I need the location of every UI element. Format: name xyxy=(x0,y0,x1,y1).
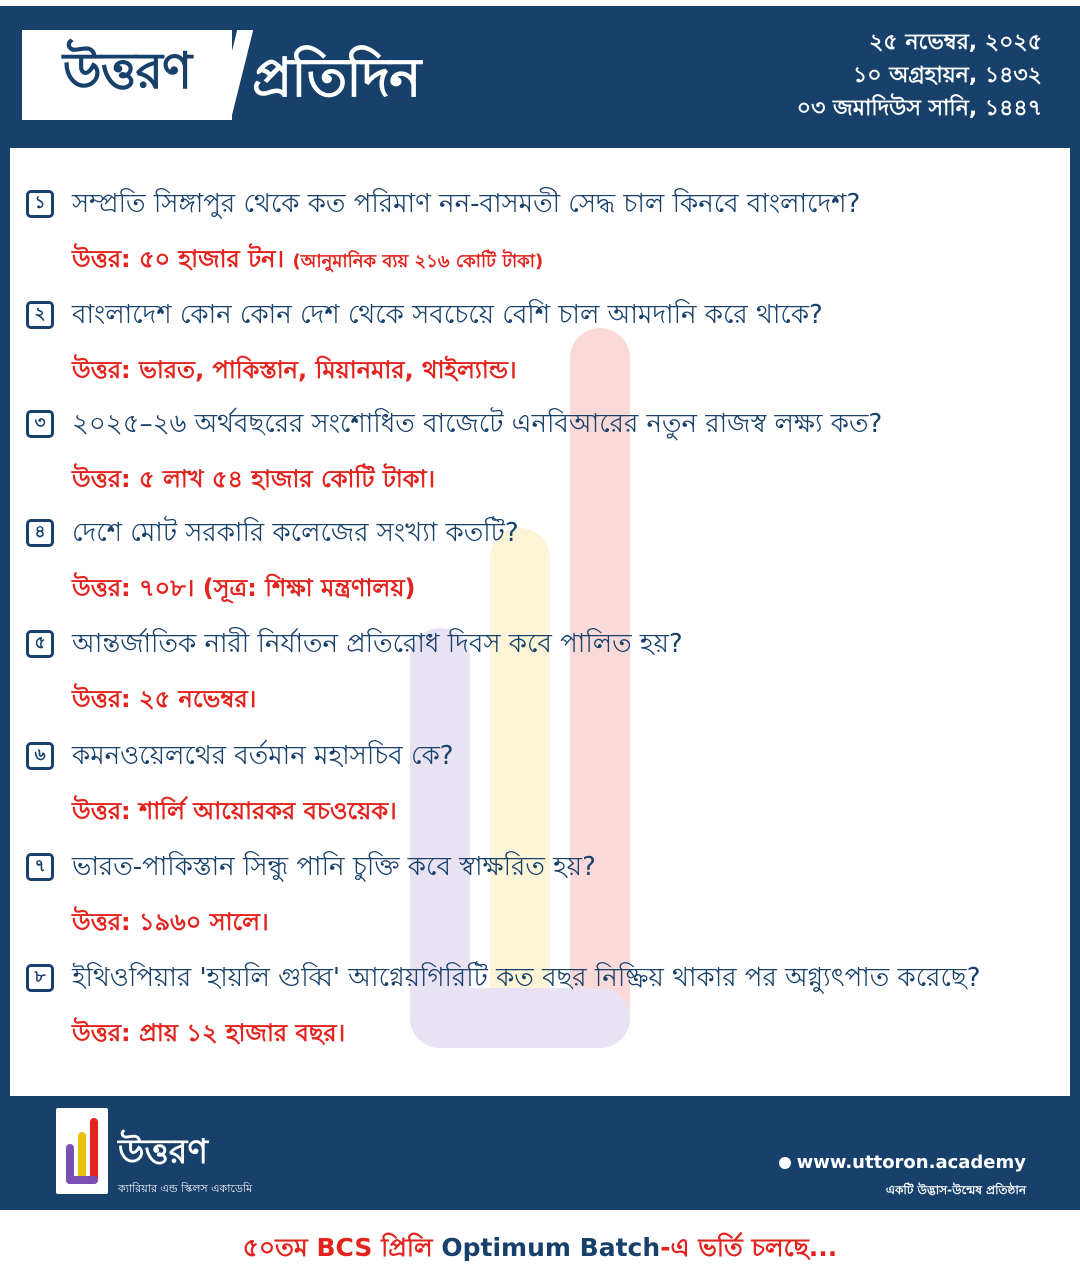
website-link[interactable] xyxy=(779,1152,1026,1173)
date-block xyxy=(797,26,1042,125)
question-text: দেশে মোট সরকারি কলেজের সংখ্যা কতটি? xyxy=(72,518,519,548)
answer-text: উত্তর: ১৯৬০ সালে। xyxy=(72,908,269,936)
promo-part-admission: -এ ভর্তি চলছে... xyxy=(660,1233,838,1262)
brand-logo-box xyxy=(22,30,232,120)
promo-part-batch: Optimum Batch xyxy=(441,1233,661,1262)
footer-brand-name: উত্তরণ xyxy=(118,1132,209,1172)
question-text: আন্তর্জাতিক নারী নির্যাতন প্রতিরোধ দিবস কবে পালিত হয়? xyxy=(72,629,683,659)
uttoron-logo-icon xyxy=(56,1108,108,1194)
question-text: ইথিওপিয়ার 'হায়লি গুব্বি' আগ্নেয়গিরিটি কত বছর নিষ্ক্রিয় থাকার পর অগ্ন্যুৎপাত করেছে? xyxy=(72,963,981,993)
question-text: ২০২৫–২৬ অর্থবছরের সংশোধিত বাজেটে এনবিআরের নতুন রাজস্ব লক্ষ্য কত? xyxy=(72,409,883,439)
answer-text: উত্তর: ভারত, পাকিস্তান, মিয়ানমার, থাইল্যান্ড। xyxy=(72,356,517,384)
question-text: ভারত-পাকিস্তান সিন্ধু পানি চুক্তি কবে স্বাক্ষরিত হয়? xyxy=(72,852,596,882)
promo-text xyxy=(0,1228,1080,1271)
website-url: www.uttoron.academy xyxy=(796,1152,1026,1173)
answer-main: উত্তর: ৫০ হাজার টন। xyxy=(72,245,285,273)
page-title: প্রতিদিন xyxy=(252,46,421,109)
answer-text: উত্তর: ৭০৮। (সূত্র: শিক্ষা মন্ত্রণালয়) xyxy=(72,574,416,602)
question-number: ৫ xyxy=(26,630,54,658)
question-number: ৩ xyxy=(26,410,54,438)
answer-text: উত্তর: ২৫ নভেম্বর। xyxy=(72,685,257,713)
footer xyxy=(0,1096,1080,1210)
date-gregorian: ২৫ নভেম্বর, ২০২৫ xyxy=(869,30,1042,55)
footer-brand-subtitle: ক্যারিয়ার এন্ড স্কিলস একাডেমি xyxy=(118,1182,253,1195)
header xyxy=(0,0,1080,148)
footer-tagline: একটি উদ্ভাস-উন্মেষ প্রতিষ্ঠান xyxy=(885,1183,1026,1197)
question-text: বাংলাদেশ কোন কোন দেশ থেকে সবচেয়ে বেশি চাল আমদানি করে থাকে? xyxy=(72,300,823,330)
answer-text: উত্তর: প্রায় ১২ হাজার বছর। xyxy=(72,1019,346,1047)
date-hijri: ০৩ জমাদিউস সানি, ১৪৪৭ xyxy=(796,96,1042,121)
answer-text: উত্তর: ৫ লাখ ৫৪ হাজার কোটি টাকা। xyxy=(72,465,436,493)
question-number: ৭ xyxy=(26,853,54,881)
promo-band xyxy=(0,1210,1080,1278)
question-number: ৮ xyxy=(26,964,54,992)
globe-icon xyxy=(779,1157,791,1169)
question-number: ৬ xyxy=(26,742,54,770)
footer-logo-tile xyxy=(56,1108,108,1194)
qa-panel xyxy=(10,148,1070,1096)
question-number: ৪ xyxy=(26,519,54,547)
date-bengali: ১০ অগ্রহায়ন, ১৪৩২ xyxy=(853,63,1042,88)
answer-text: উত্তর: শার্লি আয়োরকর বচওয়েক। xyxy=(72,797,397,825)
promo-part-bcs: ৫০তম BCS প্রিলি xyxy=(242,1233,433,1262)
question-text: কমনওয়েলথের বর্তমান মহাসচিব কে? xyxy=(72,741,454,771)
brand-name: উত্তরণ xyxy=(62,41,192,100)
question-number: ২ xyxy=(26,301,54,329)
question-text: সম্প্রতি সিঙ্গাপুর থেকে কত পরিমাণ নন-বাসমতী সেদ্ধ চাল কিনবে বাংলাদেশ? xyxy=(72,189,861,219)
answer-text xyxy=(72,242,543,279)
answer-note: (আনুমানিক ব্যয় ২১৬ কোটি টাকা) xyxy=(292,251,544,272)
question-number: ১ xyxy=(26,190,54,218)
